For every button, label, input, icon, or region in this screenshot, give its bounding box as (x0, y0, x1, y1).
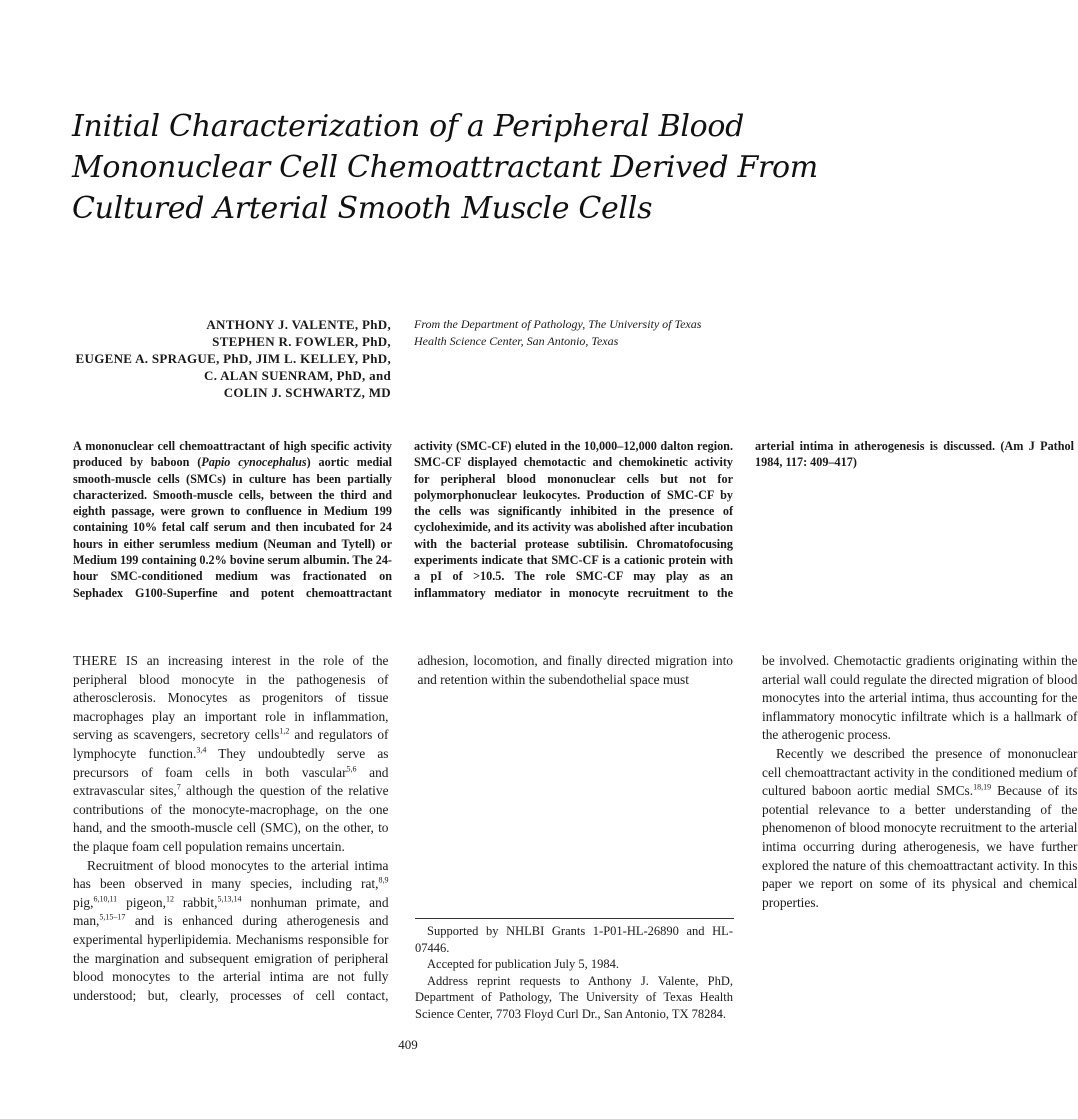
text-run: nonhuman primate, and man, (73, 894, 389, 929)
reference-marker: 6,10,11 (93, 894, 118, 904)
author-line: C. ALAN SUENRAM, PhD, and (204, 368, 391, 383)
title-line: Initial Characterization of a Peripheral Blood (72, 109, 745, 144)
page-number: 409 (398, 1037, 418, 1052)
footnote: Address reprint requests to Anthony J. Valente, PhD, Department of Pathology, The University of Texas Health Science Center, 7703 Floyd Curl Dr., San Antonio, TX 78284. (415, 973, 733, 1021)
reference-marker: 5,15–17 (99, 912, 126, 922)
abstract-text: ) aortic medial smooth-muscle cells (SMCs) in culture has been partially characterized. Smooth-muscle cells, between the third and eighth passage, were grown to confluence in Medium 199 containing 10% fetal calf serum and then incubated for 24 hours in either serumless medium (Neuman and Tytell) or Medium 199 containing 0.2% bovine serum albumin. The 24-hour SMC-conditioned medium was fractionated on Sephadex G100-Superfine and potent chemoattractant activity (SMC-CF) eluted in the 10,000–12,000 dalton region. SMC-CF displayed chemotactic and chemokinetic activity for peripheral blood mononuclear cells but not for polymorphonuclear leukocytes. Production of SMC-CF by the cells was significantly inhibited in the presence of cycloheximide, and its activity was abolished after incubation with the bacterial protease subtilisin. Chromatofocusing experiments indicate that SMC-CF is a cationic protein with a pI of >10.5. The role SMC-CF may play as an inflammatory mediator in monocyte recruitment to the arterial intima in atherogenesis is discussed. (Am J Pathol 1984, 117: 409–417) (73, 439, 1074, 600)
article-title (72, 106, 818, 229)
author-line: EUGENE A. SPRAGUE, PhD, JIM L. KELLEY, PhD, (75, 351, 391, 366)
reference-marker: 12 (165, 894, 174, 904)
body-paragraph (73, 652, 389, 857)
reference-marker: 1,2 (279, 726, 290, 736)
reference-marker: 5,6 (346, 764, 357, 774)
author-line: STEPHEN R. FOWLER, PhD, (212, 334, 391, 349)
affiliation-line: From the Department of Pathology, The University of Texas (414, 317, 702, 331)
text-run: and is enhanced during atherogenesis and experimental hyperlipidemia. Mechanisms responsible for the margination and subsequent emigration of peripheral blood monocytes to the arterial intima are not fully understood; but, clearly, processes of cell contact, adhesion, locomotion, and finally directed migration into and retention within the subendothelial space must (73, 653, 733, 1003)
text-run: pig, (73, 894, 94, 910)
affiliation-line: Health Science Center, San Antonio, Texas (414, 334, 619, 348)
author-line: ANTHONY J. VALENTE, PhD, (206, 317, 391, 332)
author-line: COLIN J. SCHWARTZ, MD (223, 385, 391, 400)
reference-marker: 3,4 (196, 745, 207, 755)
title-line: Cultured Arterial Smooth Muscle Cells (72, 191, 653, 226)
species-name: Papio cynocephalus (201, 455, 307, 470)
abstract-paragraph (73, 438, 1074, 613)
reference-marker: 5,13,14 (217, 894, 242, 904)
text-run: They undoubtedly serve as precursors of foam cells in both vascular (73, 745, 389, 780)
text-run: an increasing interest in the role of the peripheral blood monocyte in the pathogenesis of atherosclerosis. Monocytes as progenitors of tissue macrophages play an important role in inflammation, serving as scavengers, secretory cells (73, 653, 389, 743)
footnotes (415, 923, 733, 1023)
author-list (70, 316, 391, 401)
footnote: Supported by NHLBI Grants 1-P01-HL-26890 and HL-07446. (415, 924, 733, 955)
text-run: rabbit, (173, 894, 218, 910)
reference-marker: 7 (176, 782, 181, 792)
abstract-text: A mononuclear cell chemoattractant of high specific activity produced by baboon ( (73, 439, 392, 470)
affiliation (414, 316, 734, 350)
text-run: and extravascular sites, (73, 764, 389, 799)
text-run: pigeon, (117, 894, 166, 910)
text-run: Recently we described the presence of mononuclear cell chemoattractant activity in the conditioned medium of cultured baboon aortic medial SMCs. (762, 745, 1078, 799)
title-line: Mononuclear Cell Chemoattractant Derived From (72, 150, 818, 185)
footnote-divider (415, 918, 734, 919)
reference-marker: 18,19 (973, 782, 992, 792)
lead-caps: THERE IS (73, 653, 139, 668)
abstract (73, 438, 1074, 613)
text-run: and regulators of lymphocyte function. (73, 727, 389, 761)
footnote: Accepted for publication July 5, 1984. (427, 957, 619, 972)
body-paragraph: be involved. Chemotactic gradients originating within the arterial wall could regulate the directed migration of blood monocytes into the arterial intima, thus accounting for the inflammatory monocytic infiltrate which is a hallmark of the atherogenic process. (762, 653, 1078, 743)
text-run: although the question of the relative contributions of the monocyte-macrophage, on the one hand, and the smooth-muscle cell (SMC), on the other, to the plaque foam cell population remains uncertain. (73, 783, 389, 854)
body-paragraph (762, 745, 1078, 912)
reference-marker: 8,9 (378, 875, 389, 885)
text-run: Recruitment of blood monocytes to the arterial intima has been observed in many species, including rat, (73, 857, 389, 892)
text-run: Because of its potential relevance to a better understanding of the phenomenon of blood monocyte recruitment to the arterial intima occurring during atherogenesis, we have further explored the nature of this chemoattractant activity. In this paper we report on some of its physical and chemical properties. (762, 783, 1078, 910)
